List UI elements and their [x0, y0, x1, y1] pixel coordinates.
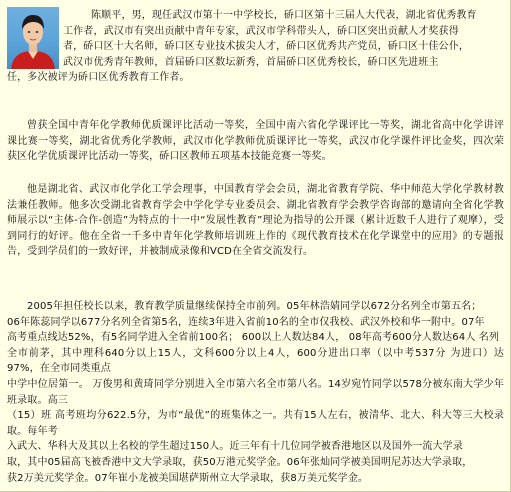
roles-paragraph: 他是湖北省、武汉市化学化工学会理事，中国教育学会会员，湖北省教育学院、华中师范大学化学教材教法兼任教师。他多次受湖北省教育学会中学化学专业委员会、湖北省教育学会教学咨询部的邀请向全省化学教师展示以“主体-合作-创造”为特点的十一中“发展性教育”理论为指导的公开课（累计近数千人进行了观摩），受到同行的好评。他在全省一千多中青年化学教师培训班上作的《现代教育技术在化学课堂中的应用》的专题报告，受到学员们的一致好评，并被制成录像和VCD在全省交流发行。: [7, 184, 504, 258]
achievements-line: 高考重点线达52%，有5名同学进入全省前100名； 600以上人数达84人， 08年高考600分人数达64人 名列: [7, 332, 500, 344]
intro-line: 武汉市优秀青年教师，首届硚口区数坛新秀，首届硚口区优秀校长，硚口区先进班主: [63, 56, 439, 68]
awards-paragraph: 曾获全国中青年化学教师优质课评比活动一等奖，全国中南六省化学课评比一等奖，湖北省高中化学讲评课比赛一等奖，湖北省优秀化学教师，武汉市化学教师优质课评比一等奖，武汉市化学课件评比金奖，四次荣获区化学优质课评比活动一等奖，硚口区教师五项基本技能竞赛一等奖。: [7, 120, 504, 163]
achievements-paragraph: [7, 299, 504, 486]
intro-line: 任，多次被评为硚口区优秀教育工作者。: [7, 72, 190, 84]
intro-line: 陈顺平，男，现任武汉市第十一中学校长，硚口区第十三届人大代表，湖北省优秀教育: [91, 10, 477, 21]
profile-intro: [7, 8, 504, 86]
achievements-line: 2005年担任校长以来，教育教学质量继续保持全市前列。05年林浩婧同学以672分名列全市第五名；: [27, 301, 482, 312]
achievements-line: 06年陈蕊同学以677分名列全省第5名，连续3年进入省前10名的全市仅我校、武汉外校和华一附中。07年: [7, 316, 485, 328]
achievements-line: （15）班 高考班均分622.5分，为市“最优”的班集体之一。共有15人左右，被清华、北大、科大等三大校录取。每年考: [7, 410, 504, 437]
intro-line: 工作者，武汉市有突出贡献中青年专家，武汉市学科带头人，硚口区突出贡献人才奖获得: [63, 25, 459, 37]
achievements-line: 中学中位居第一。 万俊男和黄琦同学分别进入全市第六名全市第八名。14岁宛竹同学以578分被东南大学少年班录取。高三: [7, 378, 504, 406]
achievements-line: 全市前茅，其中理科640分以上15人，文科600分以上4人，600分进出口率（以中考537分 为进口）达97%，在全市同类重点: [7, 347, 504, 375]
achievements-line: 取，其中05届高飞被香港中文大学录取，获50万港元奖学金。06年张灿同学被美国明尼苏达大学录取，: [7, 456, 473, 468]
intro-line: 者，硚口区十大名师，硚口区专业技术拔尖人才，硚口区优秀共产党员，硚口区十佳公仆，: [63, 41, 469, 53]
achievements-line: 获2万美元奖学金。07年崔小龙被美国堪萨斯州立大学录取，获8万美元奖学金。: [7, 472, 368, 484]
achievements-line: 入武大、华科大及其以上名校的学生超过150人。近三年有十几位同学被香港地区以及国外一流大学录: [7, 441, 463, 453]
